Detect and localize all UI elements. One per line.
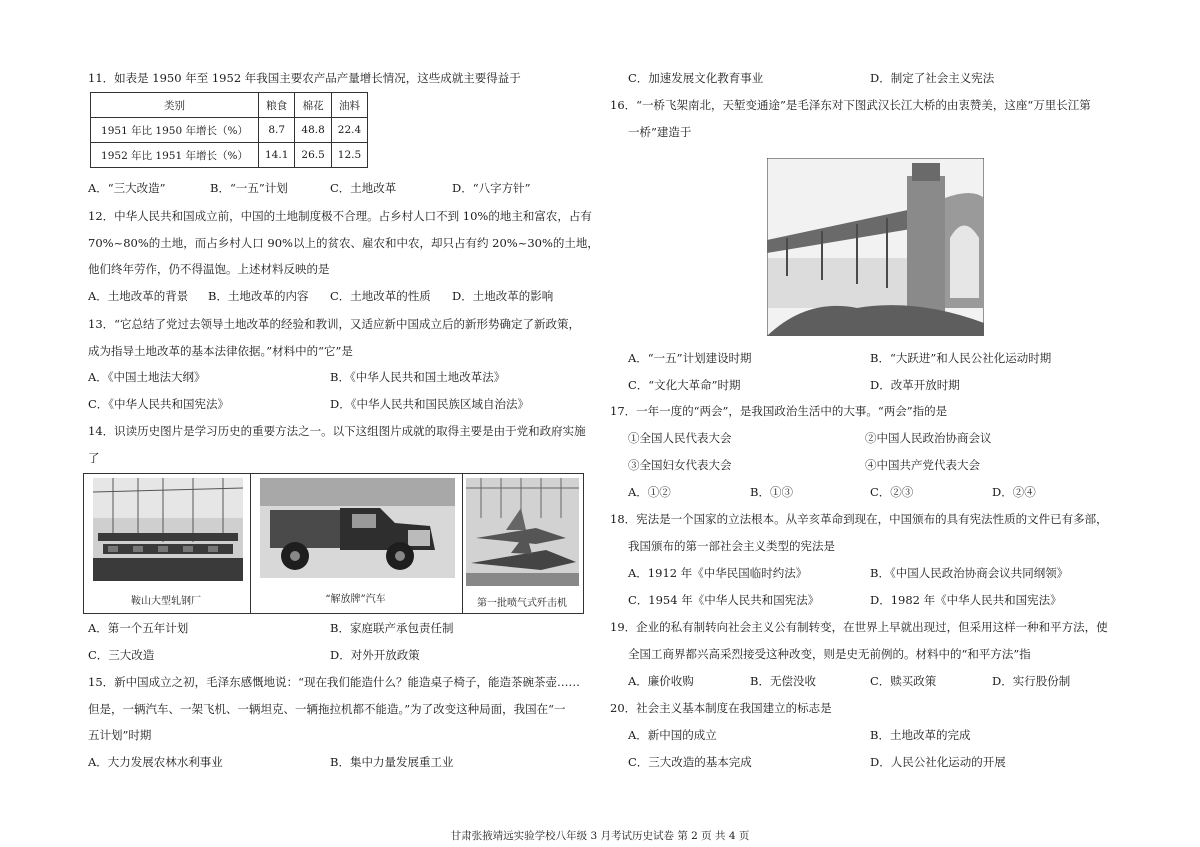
q20-stem: 20．社会主义基本制度在我国建立的标志是 <box>610 701 832 715</box>
q20-option-c: C．三大改造的基本完成 <box>628 755 752 769</box>
q11-header-category: 类别 <box>91 93 259 118</box>
q12-option-d: D．土地改革的影响 <box>452 289 554 303</box>
q12-option-b: B．土地改革的内容 <box>208 289 309 303</box>
q14-caption-3: 第一批喷气式歼击机 <box>477 598 567 609</box>
table-row <box>91 118 368 143</box>
q14-caption-2: “解放牌”汽车 <box>325 594 386 605</box>
table-cell: 14.1 <box>259 143 295 168</box>
q16-option-c: C．“文化大革命”时期 <box>628 378 741 392</box>
q11-stem: 11．如表是 1950 年至 1952 年我国主要农产品产量增长情况，这些成就主要得益于 <box>88 71 521 85</box>
q16-line-1: 16．“一桥飞架南北，天堑变通途”是毛泽东对下图武汉长江大桥的由衷赞美，这座“万里长江第 <box>610 98 1091 112</box>
q18-option-c: C．1954 年《中华人民共和国宪法》 <box>628 593 820 607</box>
q20-option-a: A．新中国的成立 <box>628 728 717 742</box>
q19-option-a: A．廉价收购 <box>628 674 694 688</box>
q15-option-d: D．制定了社会主义宪法 <box>870 71 995 85</box>
q13-option-c: C．《中华人民共和国宪法》 <box>88 397 230 411</box>
q16-option-d: D．改革开放时期 <box>870 378 960 392</box>
q17-option-b: B．①③ <box>750 485 793 499</box>
q17-item-4: ④中国共产党代表大会 <box>865 458 980 472</box>
q18-line-1: 18．宪法是一个国家的立法根本。从辛亥革命到现在，中国颁布的具有宪法性质的文件已有多部， <box>610 512 1108 526</box>
q14-option-d: D．对外开放政策 <box>330 648 420 662</box>
q18-line-2: 我国颁布的第一部社会主义类型的宪法是 <box>628 539 835 553</box>
q17-option-a: A．①② <box>628 485 671 499</box>
q18-option-d: D．1982 年《中华人民共和国宪法》 <box>870 593 1062 607</box>
q14-option-b: B．家庭联产承包责任制 <box>330 621 454 635</box>
table-cell: 26.5 <box>295 143 331 168</box>
q11-table <box>90 92 368 168</box>
q17-option-d: D．②④ <box>992 485 1036 499</box>
page-footer: 甘肃张掖靖远实验学校八年级 3 月考试历史试卷 第 2 页 共 4 页 <box>450 830 750 842</box>
q15-option-a: A．大力发展农林水利事业 <box>88 755 223 769</box>
q17-item-2: ②中国人民政治协商会议 <box>865 431 992 445</box>
q18-option-a: A．1912 年《中华民国临时约法》 <box>628 566 808 580</box>
table-cell: 1952 年比 1951 年增长（%） <box>91 143 259 168</box>
q17-item-3: ③全国妇女代表大会 <box>628 458 732 472</box>
q12-option-c: C．土地改革的性质 <box>330 289 431 303</box>
q15-option-c: C．加速发展文化教育事业 <box>628 71 764 85</box>
q17-option-c: C．②③ <box>870 485 914 499</box>
q13-line-1: 13．“它总结了党过去领导土地改革的经验和教训，又适应新中国成立后的新形势确定了新政策， <box>88 317 581 331</box>
q19-option-d: D．实行股份制 <box>992 674 1071 688</box>
truck-photo <box>260 478 455 578</box>
q12-line-3: 他们终年劳作，仍不得温饱。上述材料反映的是 <box>88 262 330 276</box>
q14-option-a: A．第一个五年计划 <box>88 621 189 635</box>
q11-header-oil: 油料 <box>331 93 367 118</box>
wuhan-bridge-photo <box>767 158 984 336</box>
table-cell: 12.5 <box>331 143 367 168</box>
table-cell: 8.7 <box>259 118 295 143</box>
q11-option-c: C．土地改革 <box>330 181 397 195</box>
q12-option-a: A．土地改革的背景 <box>88 289 189 303</box>
q13-option-a: A．《中国土地法大纲》 <box>88 370 206 384</box>
q20-option-d: D．人民公社化运动的开展 <box>870 755 1006 769</box>
q15-line-2: 但是，一辆汽车、一架飞机、一辆坦克、一辆拖拉机都不能造。”为了改变这种局面，我国在“一 <box>88 702 566 716</box>
q14-line-1: 14．识读历史图片是学习历史的重要方法之一。以下这组图片成就的取得主要是由于党和政府实施 <box>88 424 586 438</box>
q20-option-b: B．土地改革的完成 <box>870 728 971 742</box>
q17-stem: 17．一年一度的“两会”，是我国政治生活中的大事。“两会”指的是 <box>610 404 948 418</box>
q12-line-2: 70%~80%的土地，而占乡村人口 90%以上的贫农、雇农和中农，却只占有约 20%~30%的土地， <box>88 236 599 250</box>
q15-option-b: B．集中力量发展重工业 <box>330 755 454 769</box>
q11-header-cotton: 棉花 <box>295 93 331 118</box>
q17-item-1: ①全国人民代表大会 <box>628 431 732 445</box>
q18-option-b: B．《中国人民政治协商会议共同纲领》 <box>870 566 1069 580</box>
steel-mill-photo <box>93 478 243 581</box>
q13-line-2: 成为指导土地改革的基本法律依据。”材料中的“它”是 <box>88 344 353 358</box>
table-cell: 22.4 <box>331 118 367 143</box>
q13-option-b: B．《中华人民共和国土地改革法》 <box>330 370 506 384</box>
table-cell: 48.8 <box>295 118 331 143</box>
table-row <box>91 143 368 168</box>
q11-option-b: B．“一五”计划 <box>210 181 288 195</box>
q14-line-2: 了 <box>88 451 100 465</box>
q19-option-b: B．无偿没收 <box>750 674 816 688</box>
q19-option-c: C．赎买政策 <box>870 674 937 688</box>
q15-line-1: 15．新中国成立之初，毛泽东感慨地说：“现在我们能造什么？能造桌子椅子，能造茶碗茶壶…… <box>88 675 581 689</box>
q16-line-2: 一桥”建造于 <box>628 125 692 139</box>
q14-caption-1: 鞍山大型轧钢厂 <box>131 596 201 607</box>
q14-option-c: C．三大改造 <box>88 648 155 662</box>
q11-option-d: D．“八字方针” <box>452 181 531 195</box>
q15-line-3: 五计划”时期 <box>88 728 152 742</box>
q19-line-1: 19．企业的私有制转向社会主义公有制转变，在世界上早就出现过，但采用这样一种和平方法，使 <box>610 620 1108 634</box>
q19-line-2: 全国工商界都兴高采烈接受这种改变，则是史无前例的。材料中的“和平方法”指 <box>628 647 1031 661</box>
table-cell: 1951 年比 1950 年增长（%） <box>91 118 259 143</box>
q13-option-d: D．《中华人民共和国民族区域自治法》 <box>330 397 529 411</box>
q11-option-a: A．“三大改造” <box>88 181 166 195</box>
q11-header-grain: 粮食 <box>259 93 295 118</box>
q12-line-1: 12．中华人民共和国成立前，中国的土地制度极不合理。占乡村人口不到 10%的地主和富农，占有 <box>88 209 592 223</box>
q16-option-a: A．“一五”计划建设时期 <box>628 351 752 365</box>
jet-fighter-photo <box>466 478 579 586</box>
q16-option-b: B．“大跃进”和人民公社化运动时期 <box>870 351 1052 365</box>
